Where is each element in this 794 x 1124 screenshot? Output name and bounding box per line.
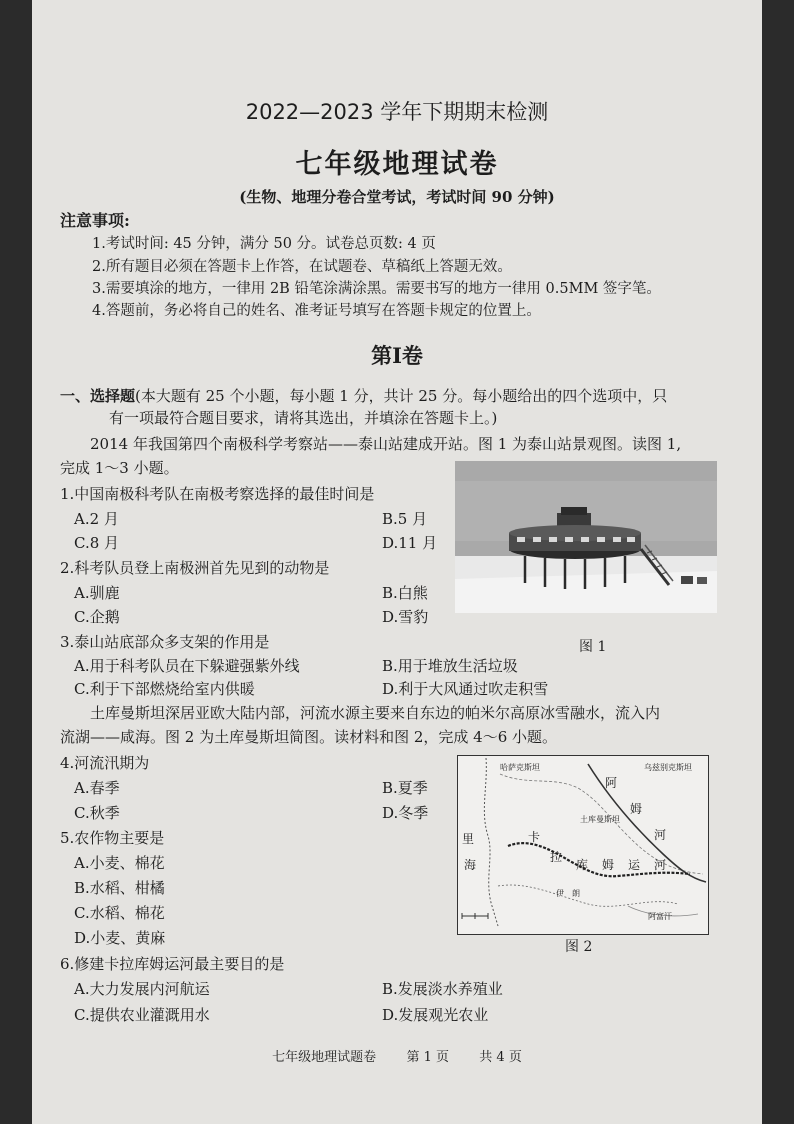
figure-1-caption: 图 1 — [579, 639, 607, 655]
figure-2-caption: 图 2 — [565, 939, 593, 955]
option-d: D.发展观光农业 — [382, 1006, 489, 1024]
option-b: B.白熊 — [382, 584, 428, 602]
option-a: A.大力发展内河航运 — [74, 980, 210, 998]
option-a: A.用于科考队员在下躲避强紫外线 — [74, 657, 300, 675]
option-d: D.雪豹 — [382, 608, 429, 626]
page-footer — [32, 1046, 762, 1065]
label-canal-2: 拉 — [550, 850, 563, 864]
question-stem: 2.科考队员登上南极洲首先见到的动物是 — [60, 559, 330, 577]
option-c: C.企鹅 — [74, 608, 120, 626]
option-b: B.发展淡水养殖业 — [382, 980, 503, 998]
option-d: D.小麦、黄麻 — [74, 929, 166, 947]
passage2-line1: 土库曼斯坦深居亚欧大陆内部，河流水源主要来自东边的帕米尔高原冰雪融水，流入内 — [90, 704, 661, 722]
option-a: A.2 月 — [74, 510, 119, 528]
section-label: 一、选择题 — [60, 387, 136, 405]
question-stem: 4.河流汛期为 — [60, 754, 150, 772]
label-amu-2: 姆 — [630, 802, 643, 816]
notice-item: 2.所有题目必须在答题卡上作答，在试题卷、草稿纸上答题无效。 — [92, 259, 512, 275]
notice-item: 1.考试时间: 45 分钟，满分 50 分。试卷总页数: 4 页 — [92, 236, 436, 252]
label-amu-1: 阿 — [605, 776, 618, 790]
section-line — [60, 385, 667, 406]
passage1-line2: 完成 1～3 小题。 — [60, 459, 179, 477]
option-a: A.春季 — [74, 779, 120, 797]
footer-page: 第 1 页 — [406, 1050, 449, 1065]
passage1-line1: 2014 年我国第四个南极科学考察站——泰山站建成开站。图 1 为泰山站景观图。读图 1, — [90, 435, 682, 453]
label-canal-1: 卡 — [528, 830, 541, 844]
station-illustration — [455, 461, 717, 613]
label-amu-3: 河 — [654, 828, 667, 842]
question-stem: 6.修建卡拉库姆运河最主要目的是 — [60, 955, 285, 973]
option-c: C.8 月 — [74, 534, 120, 552]
notice-item: 3.需要填涂的地方，一律用 2B 铅笔涂满涂黑。需要书写的地方一律用 0.5MM 签字笔。 — [92, 281, 661, 297]
section-desc-2: 有一项最符合题目要求，请将其选出，并填涂在答题卡上。) — [109, 409, 498, 427]
option-b: B.夏季 — [382, 779, 428, 797]
option-a: A.小麦、棉花 — [74, 854, 165, 872]
label-canal-4: 姆 — [602, 858, 615, 872]
exam-title: 2022—2023 学年下期期末检测 — [245, 100, 549, 124]
notice-item: 4.答题前，务必将自己的姓名、准考证号填写在答题卡规定的位置上。 — [92, 303, 541, 319]
part-title: 第Ⅰ卷 — [371, 343, 423, 368]
option-b: B.水稻、柑橘 — [74, 879, 165, 897]
option-c: C.提供农业灌溉用水 — [74, 1006, 210, 1024]
option-d: D.利于大风通过吹走积雪 — [382, 680, 549, 698]
section-desc: (本大题有 25 个小题，每小题 1 分，共计 25 分。每小题给出的四个选项中，只 — [135, 387, 668, 405]
option-c: C.水稻、棉花 — [74, 904, 165, 922]
exam-page — [32, 0, 762, 1124]
label-canal-5: 运 — [628, 858, 641, 872]
option-c: C.利于下部燃烧给室内供暖 — [74, 680, 255, 698]
option-b: B.5 月 — [382, 510, 428, 528]
option-a: A.驯鹿 — [74, 584, 120, 602]
label-iran: 伊 朗 — [556, 889, 580, 898]
passage2-line2: 流湖——咸海。图 2 为土库曼斯坦简图。读材料和图 2，完成 4～6 小题。 — [60, 728, 558, 746]
question-stem: 3.泰山站底部众多支架的作用是 — [60, 633, 270, 651]
footer-name: 七年级地理试题卷 — [272, 1050, 377, 1065]
label-uzbekistan: 乌兹别克斯坦 — [644, 763, 692, 772]
label-sea-1: 里 — [462, 832, 475, 846]
option-d: D.11 月 — [382, 534, 438, 552]
subject-title: 七年级地理试卷 — [295, 149, 499, 180]
exam-subtitle: (生物、地理分卷合堂考试，考试时间 90 分钟) — [239, 188, 555, 206]
option-b: B.用于堆放生活垃圾 — [382, 657, 518, 675]
footer-total: 共 4 页 — [479, 1050, 522, 1065]
turkmenistan-map — [457, 755, 709, 935]
label-kazakhstan: 哈萨克斯坦 — [500, 763, 540, 772]
label-canal-6: 河 — [654, 858, 667, 872]
map-lines — [458, 756, 708, 934]
label-sea-2: 海 — [464, 858, 477, 872]
option-d: D.冬季 — [382, 804, 429, 822]
option-c: C.秋季 — [74, 804, 120, 822]
taishan-station-photo — [455, 461, 717, 613]
label-turkmenistan: 土库曼斯坦 — [580, 815, 620, 824]
label-afghanistan: 阿富汗 — [648, 912, 672, 921]
label-canal-3: 库 — [576, 858, 589, 872]
question-stem: 1.中国南极科考队在南极考察选择的最佳时间是 — [60, 485, 375, 503]
question-stem: 5.农作物主要是 — [60, 829, 165, 847]
notice-heading: 注意事项: — [60, 211, 130, 230]
